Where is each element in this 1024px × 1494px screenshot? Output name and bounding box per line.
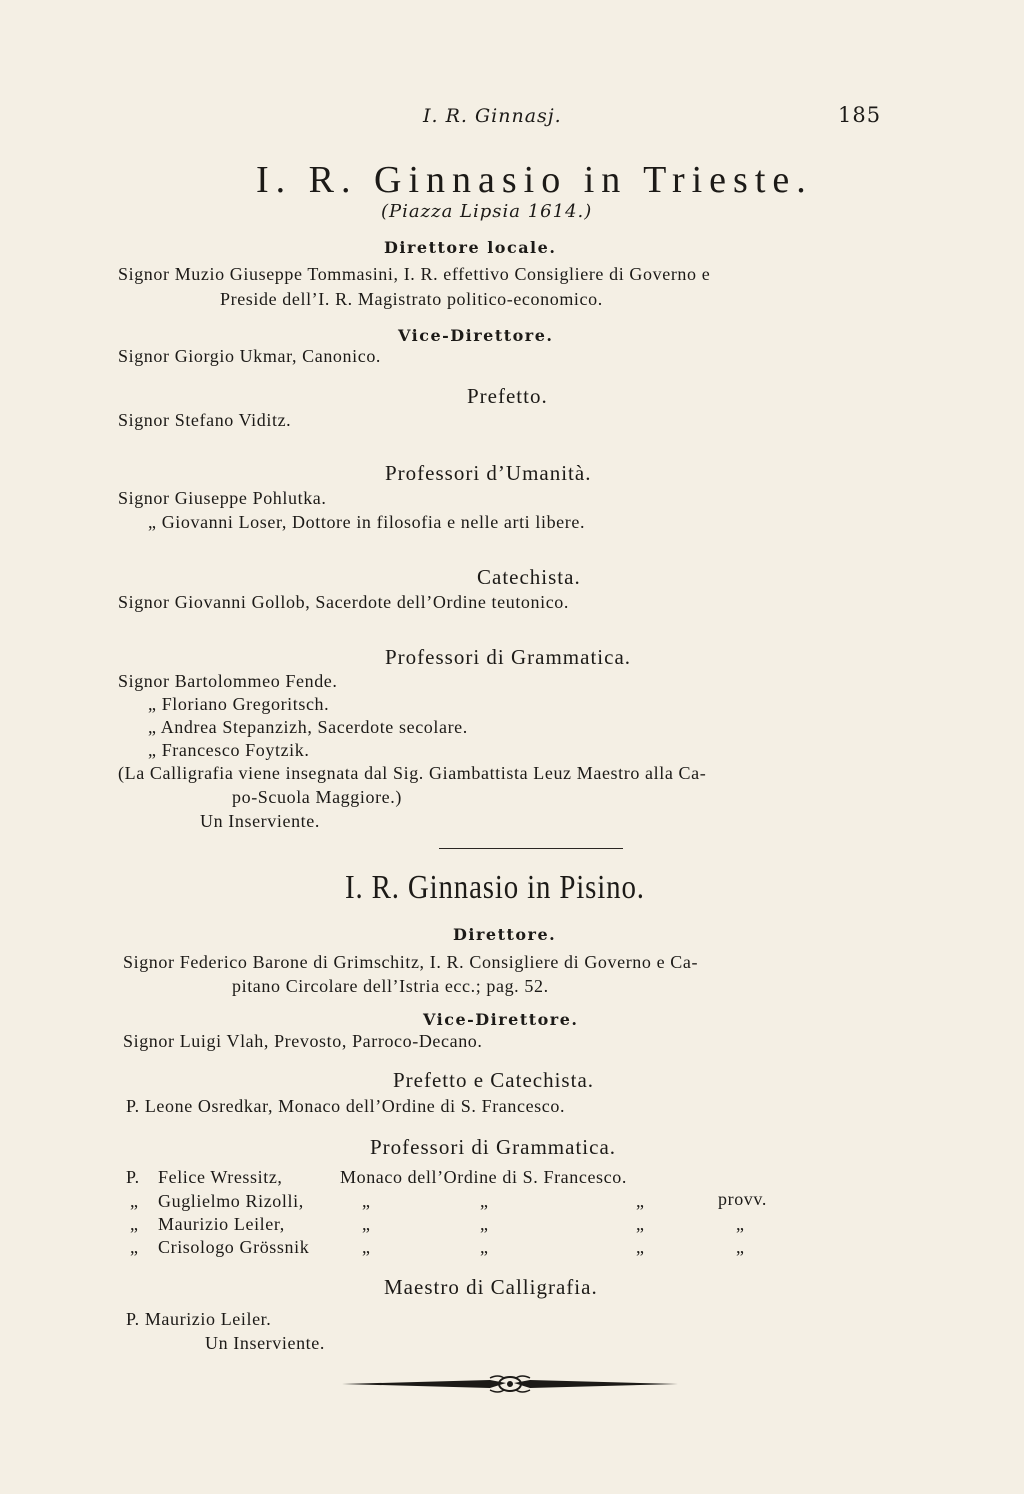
ditto-mark: „ <box>362 1214 371 1234</box>
ditto-mark: „ <box>736 1214 745 1234</box>
ditto-mark: „ <box>480 1214 489 1234</box>
ditto-mark: „ <box>636 1237 645 1257</box>
section-divider <box>439 848 623 849</box>
heading-maestro-calligrafia: Maestro di Calligrafia. <box>384 1275 598 1299</box>
umanita-item-1: Signor Giuseppe Pohlutka. <box>118 488 327 508</box>
heading-professori-grammatica: Professori di Grammatica. <box>385 645 632 669</box>
inserviente-pisino: Un Inserviente. <box>205 1333 325 1353</box>
prefetto-catechista-text: P. Leone Osredkar, Monaco dell’Ordine di S. Francesco. <box>126 1096 566 1116</box>
grammatica-item-2: „ Floriano Gregoritsch. <box>148 694 330 714</box>
trieste-address: (Piazza Lipsia 1614.) <box>381 201 593 222</box>
table-row-mark: „ <box>130 1214 139 1234</box>
table-row-name: Maurizio Leiler, <box>158 1214 285 1234</box>
ditto-mark: „ <box>480 1237 489 1257</box>
table-row-mark: „ <box>130 1237 139 1257</box>
heading-professori-grammatica-pisino: Professori di Grammatica. <box>370 1135 617 1159</box>
vice-direttore-pisino-text: Signor Luigi Vlah, Prevosto, Parroco-Decano. <box>123 1031 483 1051</box>
ditto-mark: „ <box>636 1191 645 1211</box>
calligrafia-maestro-text: P. Maurizio Leiler. <box>126 1309 272 1329</box>
running-head-title: I. R. Ginnasj. <box>423 105 562 127</box>
calligrafia-note-line2: po-Scuola Maggiore.) <box>232 787 402 807</box>
section-title-pisino: I. R. Ginnasio in Pisino. <box>345 869 645 906</box>
inserviente-trieste: Un Inserviente. <box>200 811 320 831</box>
provvisorio-note: provv. <box>718 1189 767 1209</box>
prefetto-text: Signor Stefano Viditz. <box>118 410 292 430</box>
ditto-mark: „ <box>736 1237 745 1257</box>
section-title-trieste: I. R. Ginnasio in Trieste. <box>256 159 813 201</box>
direttore-pisino-line1: Signor Federico Barone di Grimschitz, I. R. Consigliere di Governo e Ca- <box>123 952 699 972</box>
table-row-name: Felice Wressitz, <box>158 1167 283 1187</box>
heading-prefetto: Prefetto. <box>467 384 548 408</box>
calligrafia-note-line1: (La Calligrafia viene insegnata dal Sig. Giambattista Leuz Maestro alla Ca- <box>118 763 707 783</box>
heading-vice-direttore: Vice-Direttore. <box>398 326 554 345</box>
ditto-mark: „ <box>362 1237 371 1257</box>
table-row-mark: P. <box>126 1167 140 1187</box>
direttore-text-line1: Signor Muzio Giuseppe Tommasini, I. R. effettivo Consigliere di Governo e <box>118 264 711 284</box>
heading-direttore: Direttore. <box>453 925 557 944</box>
heading-prefetto-catechista: Prefetto e Catechista. <box>393 1068 595 1092</box>
table-row-name: Crisologo Grössnik <box>158 1237 310 1257</box>
direttore-text-line2: Preside dell’I. R. Magistrato politico-economico. <box>220 289 603 309</box>
catechista-text: Signor Giovanni Gollob, Sacerdote dell’Ordine teutonico. <box>118 592 570 612</box>
heading-vice-direttore-pisino: Vice-Direttore. <box>423 1010 579 1029</box>
grammatica-item-4: „ Francesco Foytzik. <box>148 740 310 760</box>
heading-catechista: Catechista. <box>477 565 581 589</box>
page-number: 185 <box>838 103 882 127</box>
direttore-pisino-line2: pitano Circolare dell’Istria ecc.; pag. 52. <box>232 976 549 996</box>
grammatica-item-1: Signor Bartolommeo Fende. <box>118 671 338 691</box>
heading-professori-umanita: Professori d’Umanità. <box>385 461 592 485</box>
vice-direttore-text: Signor Giorgio Ukmar, Canonico. <box>118 346 382 366</box>
table-row-name: Guglielmo Rizolli, <box>158 1191 304 1211</box>
ditto-mark: „ <box>636 1214 645 1234</box>
table-row-mark: „ <box>130 1191 139 1211</box>
umanita-item-2: „ Giovanni Loser, Dottore in filosofia e nelle arti libere. <box>148 512 586 532</box>
end-ornament-icon <box>340 1372 680 1396</box>
grammatica-item-3: „ Andrea Stepanzizh, Sacerdote secolare. <box>148 717 468 737</box>
ditto-mark: „ <box>362 1191 371 1211</box>
heading-direttore-locale: Direttore locale. <box>384 238 557 257</box>
table-row-title: Monaco dell’Ordine di S. Francesco. <box>340 1167 627 1187</box>
ditto-mark: „ <box>480 1191 489 1211</box>
